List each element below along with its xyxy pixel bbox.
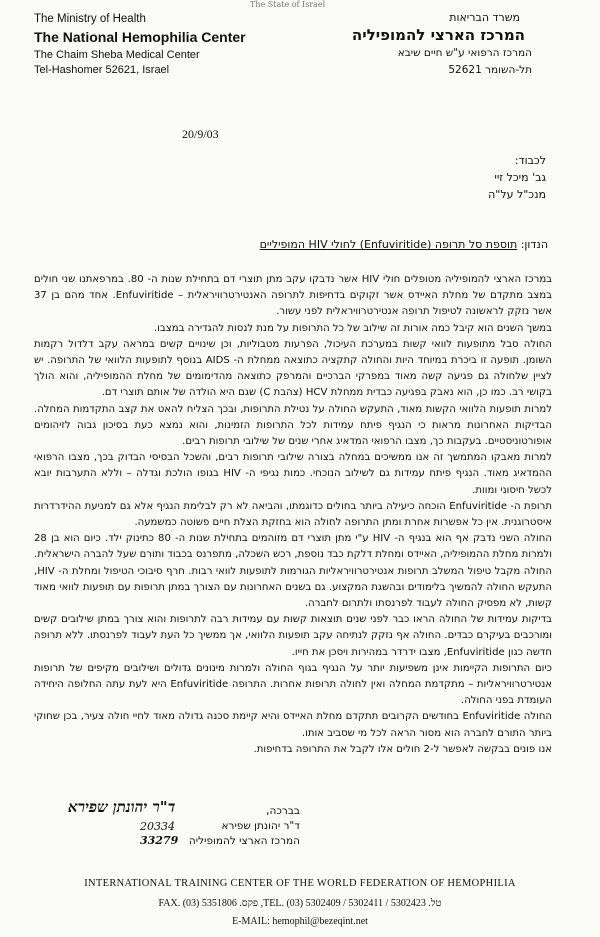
body-paragraph: החולה השני נדבק אף הוא בנגיף ה- HIV ע"י מתן תוצרי דם מזוהמים בתחילת שנות ה- 80 כתינוק ילד. כיום הוא בן 28 ולמרות מחלת ההמופיליה, האיידס ומחלת דלקת כבד נוספת, רכש השכלה, מתפרנס בכבוד ותורם שעל להברה הישראלית. החולה מקבל טיפול המשלב תרופות אנטירטרוויראליות הגורמות לתופעות לוואי רבות. חרף סיבוכי הטיפול ומחלת ה- HIV, התעקש החולה להמשיך בלימודים ובהשגת המקצוע. גם בשנים האחרונות עם הצורך במתן תרופות עם תופעות לוואי מאוד קשות, לא מפסיק החולה לעבוד לפרנסתו ולתרום לחברה. bbox=[34, 533, 552, 610]
body-paragraph: בדיקות עמידות של החולה הראו כבר לפני שנים תוצאות קשות עם עמידות רבה לתרופות והוא צורך במתן שילובים קשים ומורכבים בעיקרם כבדים. החולה אף נזקק לנתיחה עקב תופעות הלוואי, אך ממשיך כל העת לעבוד לפרנסתו. ללא תרופה חדשה כגון Enfuviritide, מצבו ידרדר במהירות ויסכן את חייו. bbox=[34, 614, 552, 658]
body-paragraph: אנו פונים בבקשה לאפשר ל-2 חולים אלו לקבל את התרופה בדחיפות. bbox=[253, 743, 552, 755]
body-paragraph: כיום התרופות הקיימות אינן משפיעות יותר על הנגיף בגוף החולה ולמרות מינונים גדולים ושילובים מקיפים של תרופות אנטירטרוויראליות – מתקדמת המחלה ואין לחולה תרופות אחרות. התרופה Enfuviritide היא לעת עתה החלופה היחידה העומדת בפני החולה. bbox=[34, 662, 552, 707]
body-paragraph: למרות תופעות הלוואי הקשות מאוד, התעקש החולה על נטילת התרופות, ובכך הצליח להאט את קצב התקדמות המחלה. הבדיקות האחרונות מראות כי הנגיף פיתח עמידות לכל התרופות הזמינות, והוא נמצא כעת בסיכון גבוה לזיהומים אופורטוניסטיים. בעקבות כך, מצבו הרפואי המדאיג אחרי שנים של שילובי תרופות רבים. bbox=[34, 403, 552, 448]
letter-body bbox=[34, 272, 552, 758]
footer-org: INTERNATIONAL TRAINING CENTER OF THE WORLD FEDERATION OF HEMOPHILIA bbox=[84, 878, 516, 889]
body-paragraph: תרופת ה- Enfuviritide הוכחה כיעילה ביותר בחולים כדוגמתו, והביאה לא רק לבלימת הנגיף אלא גם למניעת ההידרדרות איסטרוגנית. אין כל אפשרות אחרת ומתן התרופה לחולה הוא בחזקת הצלת חיים פשוטה כמשמעה. bbox=[34, 500, 552, 529]
address-he: תל-השומר 52621 bbox=[448, 64, 532, 76]
recipient-title: מנכ"ל על"ה bbox=[488, 188, 546, 201]
handwritten-signature: ד"ר יהונתן שפירא bbox=[68, 798, 176, 816]
center-name-he: המרכז הארצי להמופיליה bbox=[351, 26, 525, 44]
body-paragraph: במשך השנים הוא קיבל כמה אורות זה שילוב של כל התרופות על מנת לנסות להגדירה במצבו. bbox=[153, 322, 552, 334]
address-en: Tel-Hashomer 52621, Israel bbox=[34, 64, 170, 76]
recipient-salutation: לכבוד: bbox=[514, 154, 546, 167]
closing-block bbox=[150, 804, 300, 849]
license-stamp: 20334 bbox=[140, 820, 175, 833]
medical-center-he: המרכז הרפואי ע"ש חיים שיבא bbox=[397, 47, 532, 59]
body-paragraph: החולה סבל מתופעות לוואי קשות במערכת העיכול, הפרעות מטבוליות, וכן שינויים קשים במראה עקב דלדול רקמות השומן. תופעה זו ביכרת במיוחד היות והחולה קתקציה כתוצאה ממחלת ה- AIDS בנוסף לתופעות הלוואי של התרופה. יש לציין שלחולה גם פגיעה קשה מאוד במפרקי הברכיים והמרפק כתוצאה מהדימומים של מחלת ההמופיליה, והוא הולך בקושי רב. כמו כן, הוא נאבק בפגיעה כבדית ממחלת HCV (צהבת C) שגם היא הולדה של אותם תוצרי דם. bbox=[34, 338, 552, 399]
body-paragraph: במרכז הארצי להמופיליה מטופלים חולי HIV אשר נדבקו עקב מתן תוצרי דם בתחילת שנות ה- 80. במרפאתנו שני חולים במצב מתקדם של מחלת האיידס אשר זקוקים בדחיפות לתרופה האנטירטרוויראלית – Enfuviritide. אחד מהם בן 37 אשר נזקק לראשונה לטיפול תרופה אנטירטרוויראלית לפני עשור. bbox=[34, 274, 553, 318]
closing-regards: בברכה, bbox=[266, 805, 300, 817]
center-name-en: The National Hemophilia Center bbox=[34, 29, 246, 45]
recipient-name: גב' מיכל זיי bbox=[494, 171, 546, 184]
medical-center-en: The Chaim Sheba Medical Center bbox=[34, 49, 200, 61]
license-stamp-number: 33279 bbox=[140, 834, 179, 847]
letter-date: 20/9/03 bbox=[182, 127, 219, 141]
footer-phone-fax: FAX. (03) 5351806 .פקס ,TEL. (03) 5302409 / 5302411 / 5302423 .טל bbox=[158, 898, 442, 909]
signer-name: ד"ר יהונתן שפירא bbox=[221, 820, 300, 832]
subject-prefix: הנדון: bbox=[520, 238, 548, 251]
body-paragraph: למרות מאבקו המתמשך זה אנו ממשיכים במחלה בצורה שילובי תרופות רבים, והשכל הבסיסי הבדוק בכך, מצבו הרפואי ההמדאיג מאוד. הנגיף פיתח עמידות גם לשילוב הנוכחי. כמות נגיפי ה- HIV בגופו הולכת וגדלה – וללא התערבות יובא לכשל חיסוני ומוות. bbox=[34, 452, 552, 496]
signer-org: המרכז הארצי להמופיליה bbox=[188, 835, 300, 847]
ministry-name-he: משרד הבריאות bbox=[449, 11, 520, 24]
subject-line bbox=[48, 238, 548, 251]
subject-text: תוספת סל תרופה (Enfuviritide) לחולי HIV המופיליים bbox=[259, 238, 518, 251]
top-strip: The State of Israel bbox=[250, 0, 326, 9]
body-paragraph: החולה Enfuviritide בחודשים הקרובים תתקדם מחלת האיידס והיא קיימת סכנה גדולה מאוד לחיי חולה צעיר, בכן שחוקי ביותר התורם לחברה הוא מסור הראה לכל מי שסביב אותו. bbox=[34, 711, 553, 739]
recipient-block bbox=[346, 152, 546, 203]
footer-email: E-MAIL: hemophil@bezeqint.net bbox=[232, 916, 368, 927]
ministry-name-en: The Ministry of Health bbox=[34, 13, 146, 25]
